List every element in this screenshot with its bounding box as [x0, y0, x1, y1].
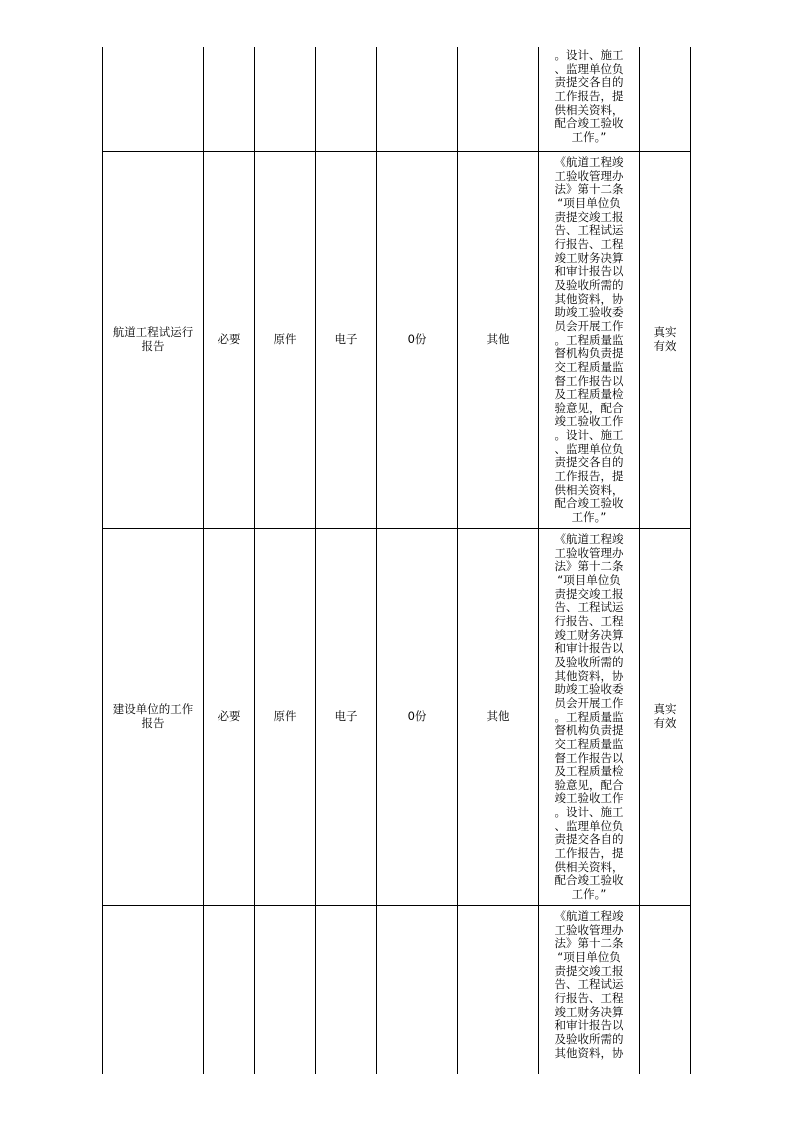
legal-basis-cell: 。设计、施工 、监理单位负 责提交各自的 工作报告，提 供相关资料， 配合竣工验收 工作。”: [554, 48, 624, 144]
legal-basis-cell: 《航道工程竣 工验收管理办 法》第十二条 “项目单位负 责提交竣工报 告、工程试运 行报告、工程 竣工财务决算 和审计报告以 及验收所需的 其他资料，协: [554, 909, 624, 1060]
legal-basis-cell: 《航道工程竣 工验收管理办 法》第十二条 “项目单位负 责提交竣工报 告、工程试运 行报告、工程 竣工财务决算 和审计报告以 及验收所需的 其他资料，协 助竣工验收委 员会开展工作 。工程质量监 督机构负责提 交工程质量监 督工作报告以 及工程质量检 验意见，配合 竣工验收工作 。设计、施工 、监理单位负 责提交各自的 工作报告，提 供相关资料， 配合竣工验收 工作。”: [554, 532, 624, 902]
requirement-cell: 必要: [217, 709, 241, 724]
material-name-cell: 航道工程试运行报告: [112, 325, 194, 353]
requirement-cell: 必要: [217, 332, 241, 347]
carrier-cell: 电子: [334, 709, 358, 724]
remark-cell: 真实有效: [653, 325, 677, 353]
form-cell: 原件: [273, 332, 297, 347]
remark-cell: 真实有效: [653, 702, 677, 730]
material-name-cell: 建设单位的工作报告: [112, 702, 194, 730]
column-border: [690, 47, 691, 1074]
copies-cell: 0份: [407, 709, 427, 724]
row-border: [102, 905, 691, 906]
source-cell: 其他: [486, 332, 510, 347]
copies-cell: 0份: [407, 332, 427, 347]
source-cell: 其他: [486, 709, 510, 724]
carrier-cell: 电子: [334, 332, 358, 347]
form-cell: 原件: [273, 709, 297, 724]
legal-basis-cell: 《航道工程竣 工验收管理办 法》第十二条 “项目单位负 责提交竣工报 告、工程试运 行报告、工程 竣工财务决算 和审计报告以 及验收所需的 其他资料，协 助竣工验收委 员会开展工作 。工程质量监 督机构负责提 交工程质量监 督工作报告以 及工程质量检 验意见，配合 竣工验收工作 。设计、施工 、监理单位负 责提交各自的 工作报告，提 供相关资料， 配合竣工验收 工作。”: [554, 155, 624, 525]
column-border: [102, 47, 103, 1074]
column-border: [538, 47, 539, 1074]
column-border: [639, 47, 640, 1074]
